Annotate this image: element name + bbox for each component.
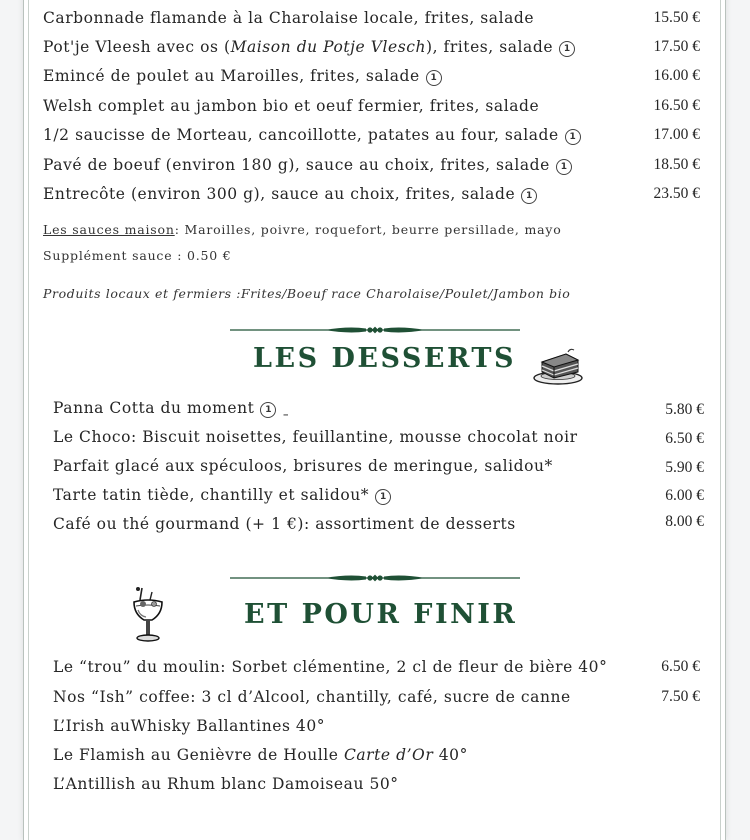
main-item-2: Pot'je Vleesh avec os (Maison du Potje Vlesch), frites, salade 1 [43,37,575,57]
dessert-item-5: Café ou thé gourmand (+ 1 €): assortiment de desserts [53,515,516,533]
main-item-6: Pavé de boeuf (environ 180 g), sauce au choix, frites, salade 1 [43,155,572,175]
main-item-7: Entrecôte (environ 300 g), sauce au choix, frites, salade 1 [43,184,537,204]
allergen-badge-icon: 1 [375,489,391,505]
main-price-2: 17.50 € [653,38,700,55]
main-price-6: 18.50 € [653,156,700,173]
allergen-badge-icon: 1 [521,188,537,204]
finir-price-1: 6.50 € [661,658,700,675]
finir-price-2: 7.50 € [661,688,700,705]
finir-item-3: L’Irish auWhisky Ballantines 40° [53,717,326,735]
main-price-7: 23.50 € [653,185,700,202]
sauces-line: Les sauces maison: Maroilles, poivre, roquefort, beurre persillade, mayo [43,222,562,237]
dessert-price-4: 6.00 € [665,487,704,504]
allergen-badge-icon: 1 [426,70,442,86]
main-item-4: Welsh complet au jambon bio et oeuf fermier, frites, salade [43,97,540,115]
dessert-item-1: Panna Cotta du moment 1 ˍ [53,399,291,417]
dessert-price-1: 5.80 € [665,401,704,418]
dessert-price-3: 5.90 € [665,459,704,476]
allergen-badge-icon: 1 [559,41,575,57]
main-price-1: 15.50 € [653,9,700,26]
main-item-5: 1/2 saucisse de Morteau, cancoillotte, patates au four, salade 1 [43,125,581,145]
dessert-item-2: Le Choco: Biscuit noisettes, feuillantine, mousse chocolat noir [53,428,578,446]
finir-item-1: Le “trou” du moulin: Sorbet clémentine, 2 cl de fleur de bière 40° [53,658,608,676]
ornament-divider-icon [230,322,520,338]
finir-item-4: Le Flamish au Genièvre de Houlle Carte d’Or 40° [53,746,468,764]
main-item-1: Carbonnade flamande à la Charolaise locale, frites, salade [43,9,535,27]
main-price-4: 16.50 € [653,97,700,114]
allergen-badge-icon: 1 [565,129,581,145]
allergen-badge-icon: 1 [260,402,276,418]
main-price-3: 16.00 € [653,67,700,84]
dessert-price-2: 6.50 € [665,430,704,447]
dessert-item-4: Tarte tatin tiède, chantilly et salidou* 1 [53,485,391,505]
dessert-item-3: Parfait glacé aux spéculoos, brisures de meringue, salidou* [53,457,553,475]
cake-icon [532,344,584,386]
ornament-divider-icon [230,570,520,586]
finir-item-2: Nos “Ish” coffee: 3 cl d’Alcool, chantilly, café, sucre de canne [53,688,571,706]
sauce-supplement: Supplément sauce : 0.50 € [43,248,232,263]
local-products-note: Produits locaux et fermiers :Frites/Boeuf race Charolaise/Poulet/Jambon bio [43,286,571,301]
finir-item-5: L’Antillish au Rhum blanc Damoiseau 50° [53,775,399,793]
allergen-badge-icon: 1 [556,159,572,175]
main-item-3: Emincé de poulet au Maroilles, frites, salade 1 [43,66,442,86]
finir-title: ET POUR FINIR [244,599,518,630]
dessert-price-5: 8.00 € [665,513,704,530]
cocktail-icon [126,586,170,646]
desserts-title: LES DESSERTS [253,343,516,374]
main-price-5: 17.00 € [653,126,700,143]
